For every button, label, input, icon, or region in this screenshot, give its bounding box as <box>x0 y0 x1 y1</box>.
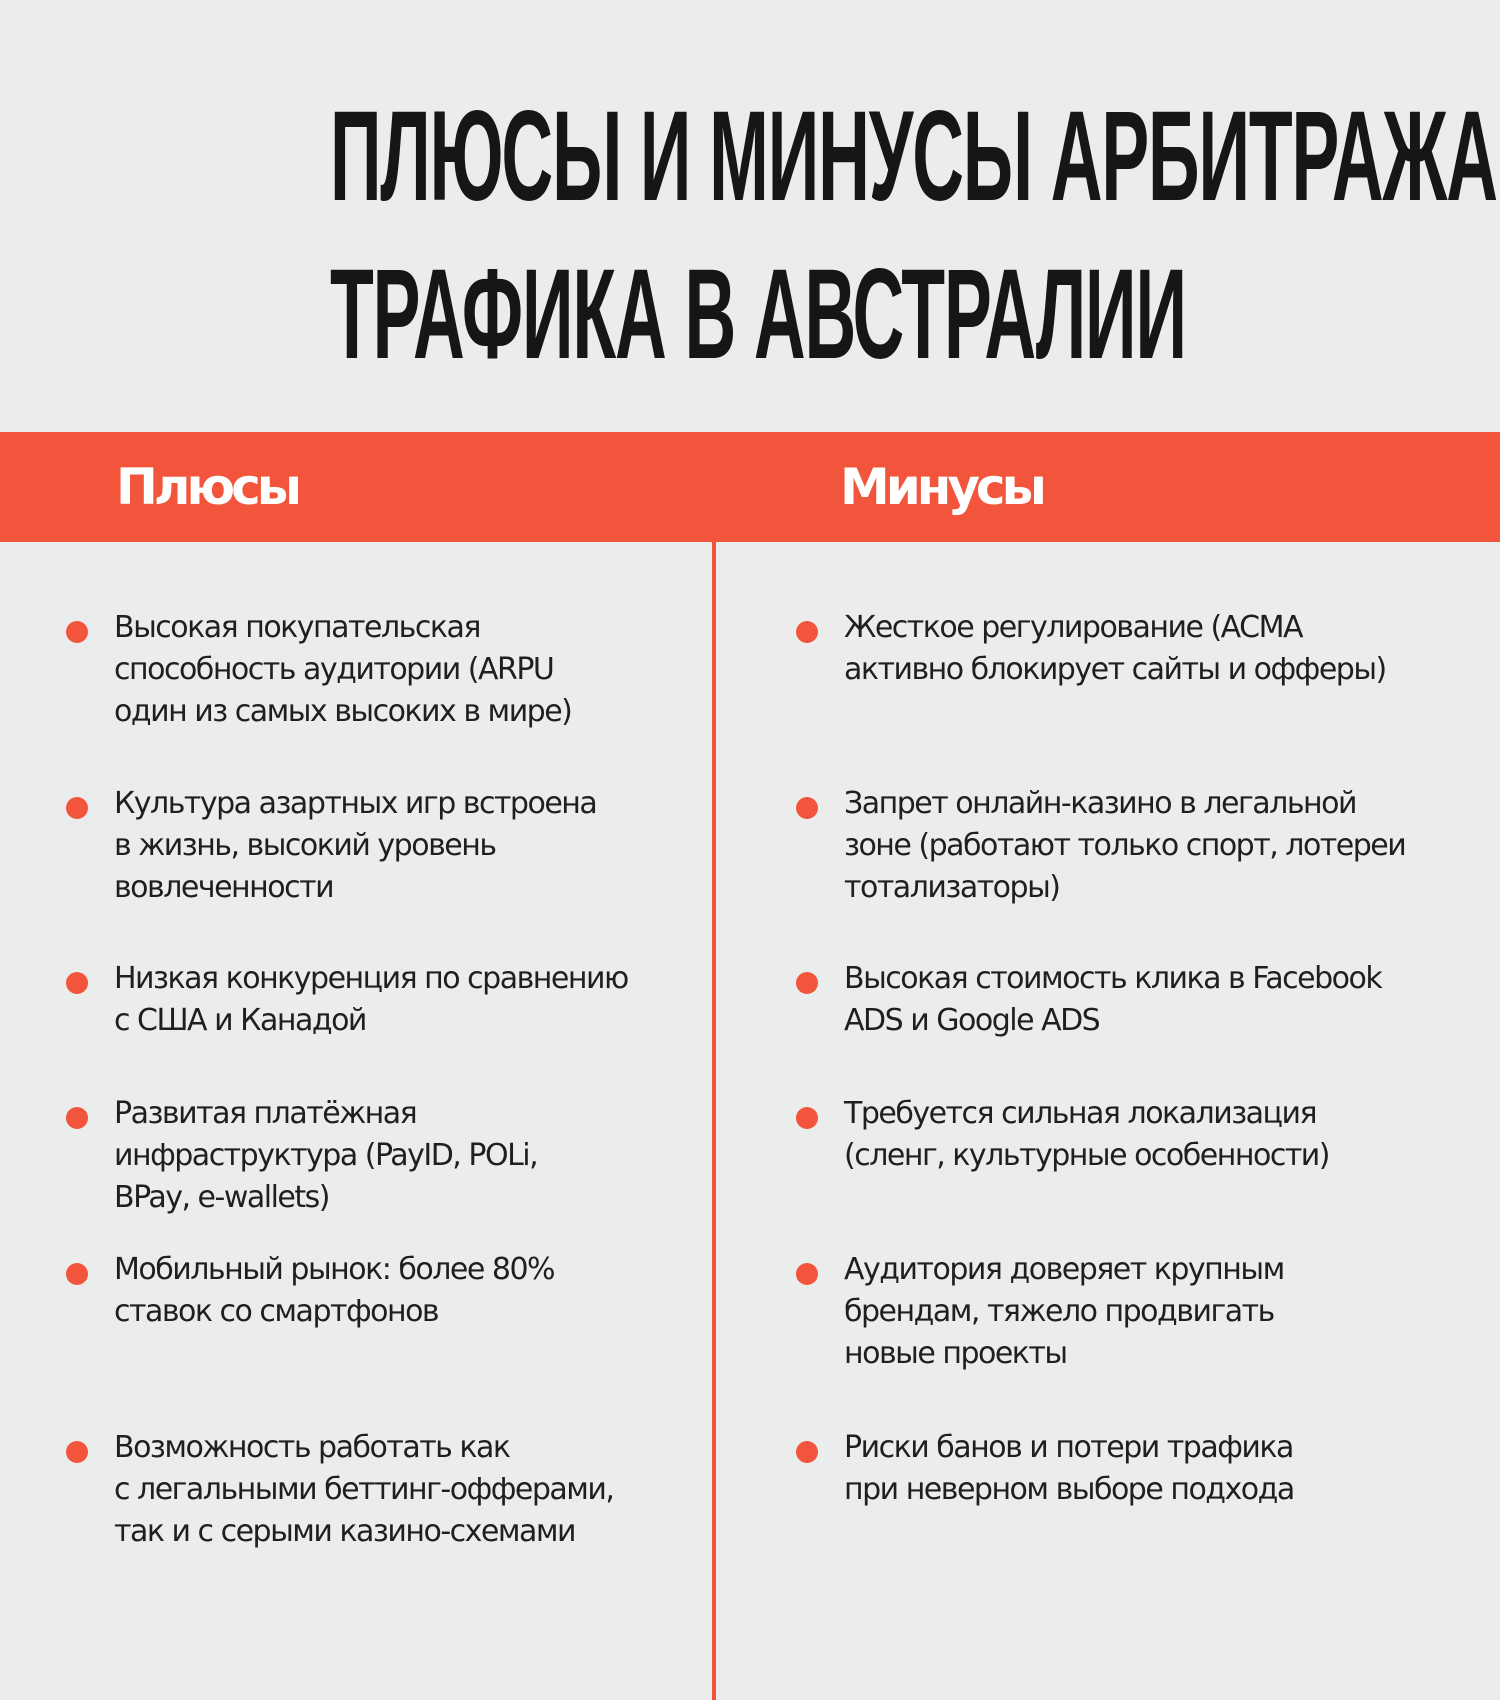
cons-item-text: Требуется сильная локализация (сленг, культурные особенности) <box>844 1096 1329 1173</box>
bullet-dot-icon <box>66 1441 88 1463</box>
pros-item-text: Низкая конкуренция по сравнению с США и Канадой <box>114 961 628 1038</box>
bullet-dot-icon <box>66 797 88 819</box>
bullet-dot-icon <box>66 1107 88 1129</box>
page-title <box>330 78 1497 394</box>
cons-item-text: Жесткое регулирование (ACMA активно блокирует сайты и офферы) <box>844 610 1386 687</box>
bullet-dot-icon <box>66 621 88 643</box>
bullet-dot-icon <box>796 1263 818 1285</box>
pros-item-text: Возможность работать как с легальными беттинг-офферами, так и с серыми казино-схемами <box>114 1430 614 1549</box>
columns-header-bar <box>0 432 1500 542</box>
bullet-dot-icon <box>796 1107 818 1129</box>
title-line-1: ПЛЮСЫ И МИНУСЫ АРБИТРАЖА <box>330 85 1497 228</box>
bullet-dot-icon <box>796 797 818 819</box>
pros-item-text: Мобильный рынок: более 80% ставок со смартфонов <box>114 1252 555 1329</box>
bullet-dot-icon <box>796 621 818 643</box>
pros-heading: Плюсы <box>116 458 298 516</box>
pros-item-text: Развитая платёжная инфраструктура (PayID, POLi, BPay, e-wallets) <box>114 1096 538 1215</box>
bullet-dot-icon <box>796 972 818 994</box>
cons-heading: Минусы <box>840 458 1043 516</box>
bullet-dot-icon <box>66 972 88 994</box>
pros-item-text: Высокая покупательская способность аудитории (ARPU один из самых высоких в мире) <box>114 610 572 729</box>
bullet-dot-icon <box>66 1263 88 1285</box>
cons-item-text: Риски банов и потери трафика при неверном выборе подхода <box>844 1430 1294 1507</box>
cons-item-text: Аудитория доверяет крупным брендам, тяжело продвигать новые проекты <box>844 1252 1284 1371</box>
title-line-2: ТРАФИКА В АВСТРАЛИИ <box>330 243 1186 386</box>
cons-item-text: Запрет онлайн-казино в легальной зоне (работают только спорт, лотереи тотализаторы) <box>844 786 1406 905</box>
bullet-dot-icon <box>796 1441 818 1463</box>
cons-item-text: Высокая стоимость клика в Facebook ADS и Google ADS <box>844 961 1382 1038</box>
pros-item-text: Культура азартных игр встроена в жизнь, высокий уровень вовлеченности <box>114 786 597 905</box>
